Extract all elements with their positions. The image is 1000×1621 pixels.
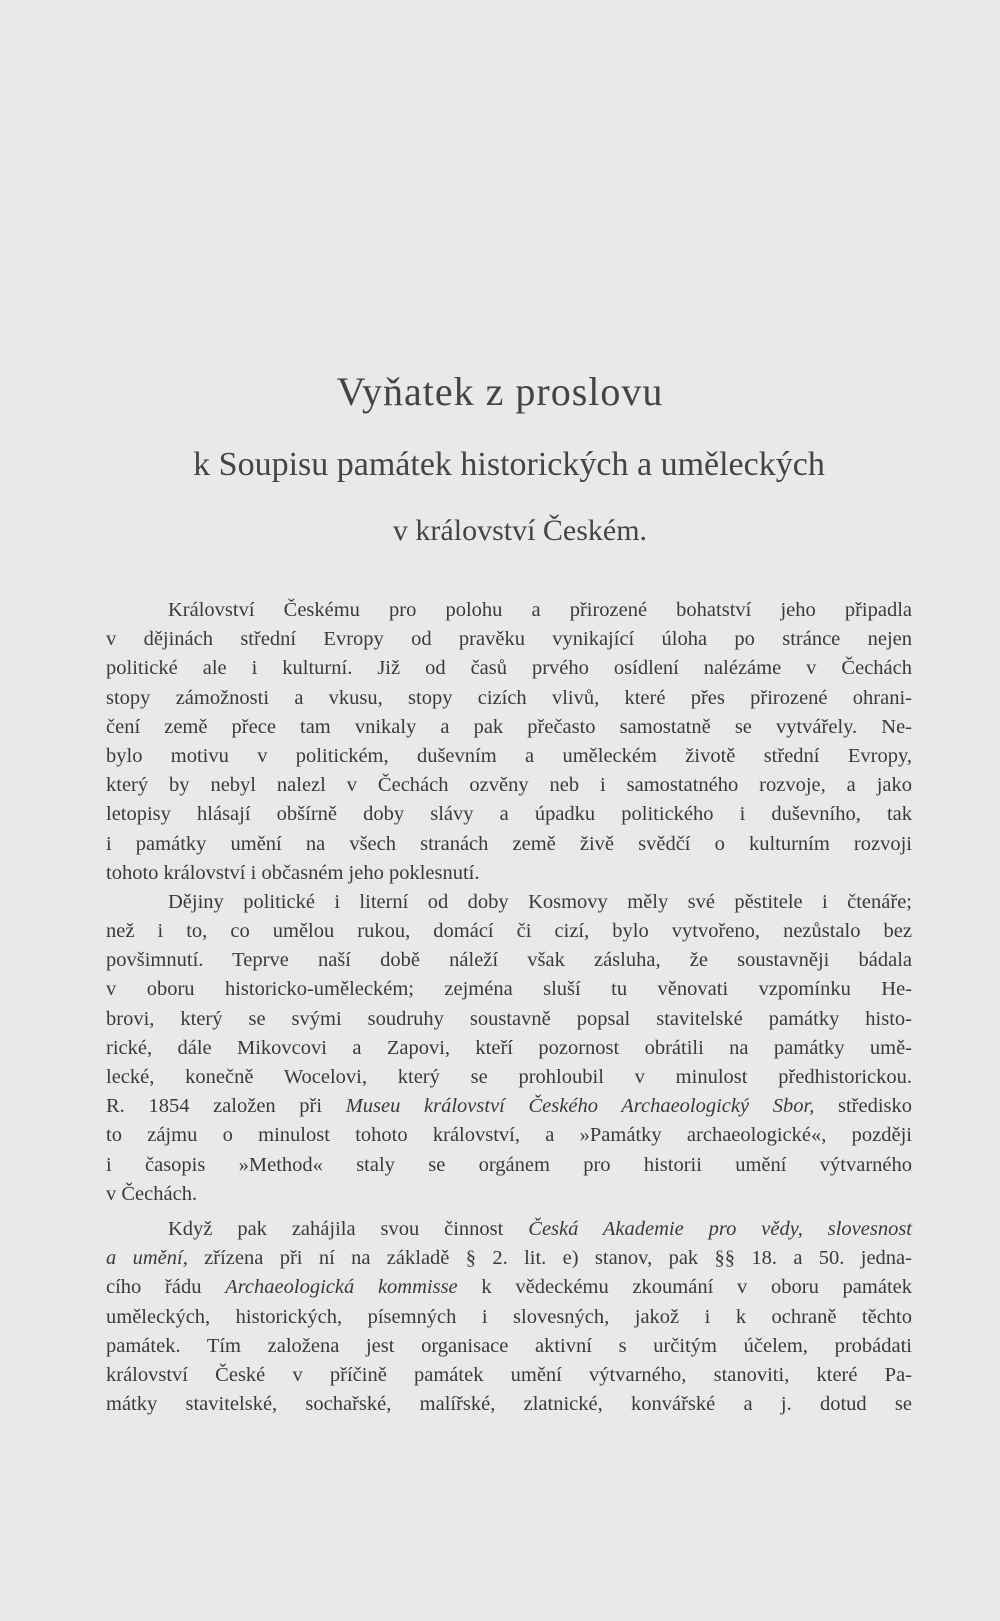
text-line: v oboru historicko-uměleckém; zejména sluší tu věnovati vzpomínku He- bbox=[106, 978, 912, 1001]
text-line: rické, dále Mikovcovi a Zapovi, kteří pozornost obrátili na památky umě- bbox=[106, 1036, 912, 1059]
text-line: povšimnutí. Teprve naší době náleží však zásluha, že soustavněji bádala bbox=[106, 949, 912, 972]
text-run: cího řádu bbox=[106, 1276, 226, 1299]
text-line: v dějinách střední Evropy od pravěku vynikající úloha po stránce nejen bbox=[106, 628, 912, 651]
text-run: Když pak zahájila svou činnost bbox=[168, 1217, 529, 1240]
text-line: i časopis »Method« staly se orgánem pro historii umění výtvarného bbox=[106, 1153, 912, 1176]
text-line bbox=[106, 1092, 912, 1121]
text-run: R. 1854 založen při bbox=[106, 1095, 346, 1118]
text-line bbox=[106, 1215, 912, 1244]
text-line: Království Českému pro polohu a přirozené bohatství jeho připadla bbox=[168, 599, 912, 621]
text-line: letopisy hlásají obšírně doby slávy a úpadku politického i duševního, tak bbox=[106, 803, 912, 826]
text-line: brovi, který se svými soudruhy soustavně popsal stavitelské památky histo- bbox=[106, 1007, 912, 1030]
text-run: zřízena při ní na základě § 2. lit. e) stanov, pak §§ 18. a 50. jedna- bbox=[187, 1247, 912, 1270]
text-line: který by nebyl nalezl v Čechách ozvěny neb i samostatného rozvoje, a jako bbox=[106, 774, 912, 797]
text-line: v Čechách. bbox=[106, 1182, 198, 1205]
italic-run: Česká Akademie pro vědy, slovesnost bbox=[528, 1217, 913, 1240]
text-line: památek. Tím založena jest organisace aktivní s určitým účelem, probádati bbox=[106, 1334, 912, 1357]
italic-run: Museu království Českého Archaeologický Sbor, bbox=[345, 1095, 815, 1118]
text-line: království České v příčině památek umění výtvarného, stanoviti, které Pa- bbox=[106, 1363, 912, 1386]
italic-run: Archaeologická kommisse bbox=[225, 1276, 458, 1299]
text-line bbox=[106, 1244, 912, 1273]
text-line: i památky umění na všech stranách země živě svědčí o kulturním rozvoji bbox=[106, 832, 912, 855]
text-line: lecké, konečně Wocelovi, který se prohloubil v minulost předhistorickou. bbox=[106, 1066, 912, 1088]
text-line: mátky stavitelské, sochařské, malířské, zlatnické, konvářské a j. dotud se bbox=[106, 1393, 912, 1416]
text-line: to zájmu o minulost tohoto království, a »Památky archaeologické«, později bbox=[106, 1124, 912, 1147]
page-subtitle-2: v království Českém. bbox=[392, 514, 648, 547]
text-line: Dějiny politické i literní od doby Kosmovy měly své pěstitele i čtenáře; bbox=[168, 890, 912, 913]
text-line: tohoto království i občasném jeho poklesnutí. bbox=[106, 861, 480, 884]
text-run: k vědeckému zkoumání v oboru památek bbox=[457, 1276, 912, 1299]
text-line: čení země přece tam vnikaly a pak přečasto samostatně se vytvářely. Ne- bbox=[106, 715, 912, 738]
page-title: Vyňatek z proslovu bbox=[336, 369, 664, 414]
text-line: než i to, co umělou rukou, domácí či cizí, bylo vytvořeno, nezůstalo bez bbox=[106, 920, 912, 943]
text-line bbox=[106, 1273, 912, 1302]
text-line: bylo motivu v politickém, duševním a uměleckém životě střední Evropy, bbox=[106, 744, 912, 767]
text-line: stopy zámožnosti a vkusu, stopy cizích vlivů, které přes přirozené ohrani- bbox=[106, 686, 912, 709]
paragraph-2 bbox=[106, 888, 912, 1209]
paragraph-1 bbox=[106, 596, 912, 888]
body-text bbox=[106, 596, 912, 1419]
text-line: politické ale i kulturní. Již od časů prvého osídlení nalézáme v Čechách bbox=[106, 657, 912, 680]
paragraph-3 bbox=[106, 1215, 912, 1419]
text-line: uměleckých, historických, písemných i slovesných, jakož i k ochraně těchto bbox=[106, 1305, 912, 1328]
page-subtitle: k Soupisu památek historických a uměleckých bbox=[193, 446, 825, 483]
text-run: středisko bbox=[814, 1095, 912, 1118]
italic-run: a umění, bbox=[106, 1247, 188, 1270]
